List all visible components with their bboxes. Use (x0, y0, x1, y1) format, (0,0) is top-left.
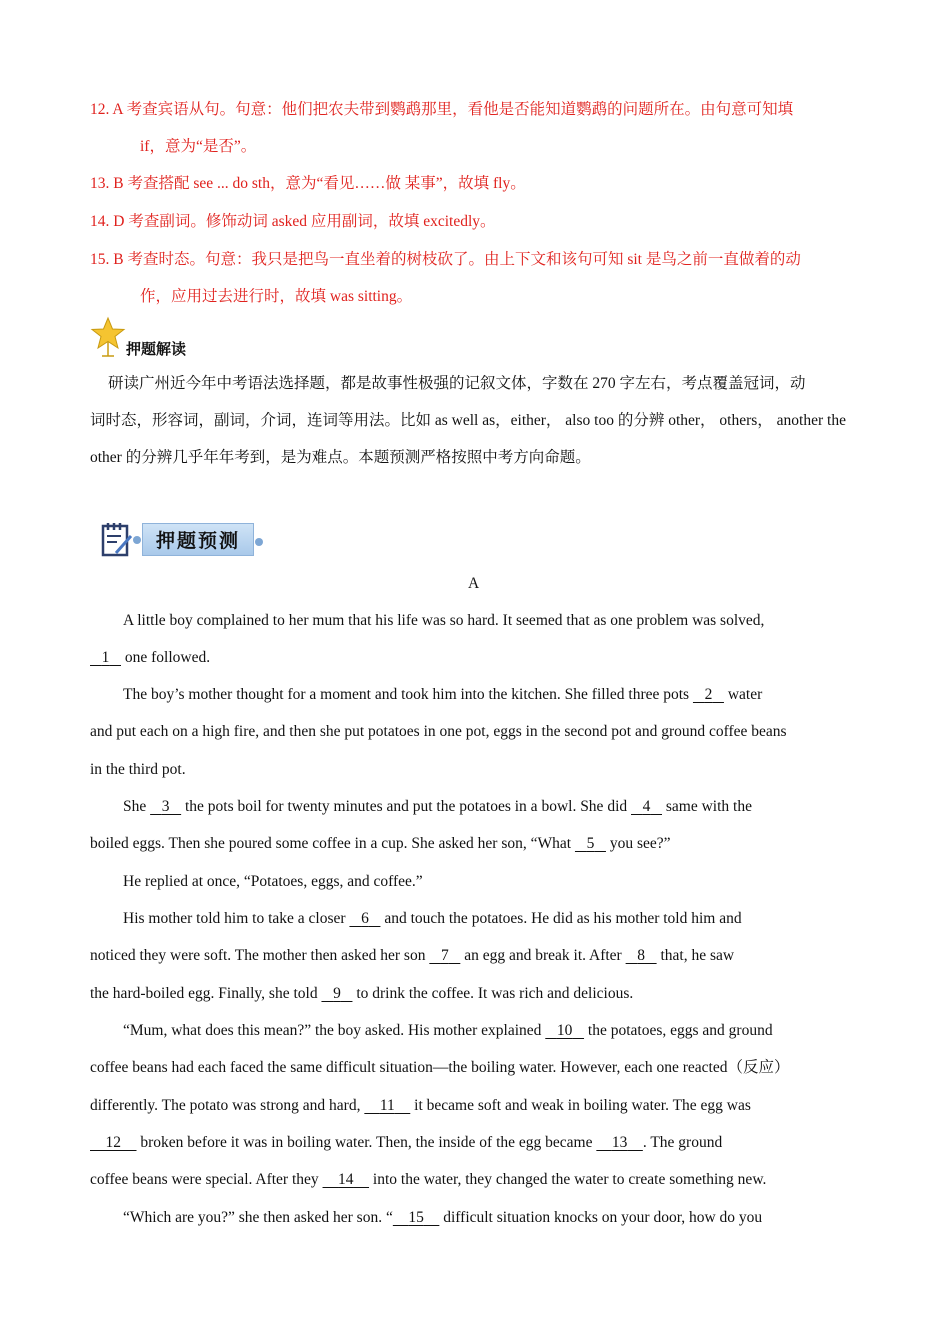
passage-line-11: the hard-boiled egg. Finally, she told 9 to drink the coffee. It was rich and delicious. (90, 985, 634, 1002)
blank-14: 14 (338, 1171, 354, 1188)
blank-8: 8 (637, 947, 645, 964)
blank-6: 6 (361, 910, 369, 927)
passage-line-14: differently. The potato was strong and hard, 11 it became soft and weak in boiling water. The egg was (90, 1097, 751, 1114)
prediction-title: 押题预测 (155, 530, 240, 552)
blank-4: 4 (642, 798, 651, 815)
blank-9: 9 (333, 985, 341, 1002)
blank-12: 12 (105, 1134, 121, 1151)
passage-line-1: A little boy complained to her mum that his life was so hard. It seemed that as one problem was solved, (123, 612, 765, 629)
passage-line-12: “Mum, what does this mean?” the boy asked. His mother explained 10 the potatoes, eggs and ground (123, 1022, 773, 1039)
interpretation-line2: 词时态，形容词，副词，介词，连词等用法。比如 as well as，either， also too 的分辨 other， others， another the (90, 412, 846, 429)
passage-label: A (468, 575, 480, 592)
passage-line-10: noticed they were soft. The mother then asked her son 7 an egg and break it. After 8 that, he saw (90, 947, 735, 964)
answer-13: 13. B 考查搭配 see ... do sth，意为“看见……做 某事”，故填 fly。 (90, 175, 526, 192)
star-icon (90, 316, 126, 358)
blank-11: 11 (379, 1097, 395, 1114)
passage-line-5: in the third pot. (90, 761, 186, 778)
interpretation-title: 押题解读 (126, 340, 187, 358)
passage-line-13: coffee beans had each faced the same difficult situation—the boiling water. However, each one reacted（反应） (90, 1059, 790, 1076)
notebook-pen-icon (100, 521, 136, 559)
passage-line-8: He replied at once, “Potatoes, eggs, and coffee.” (123, 873, 423, 890)
blank-7: 7 (440, 947, 449, 964)
passage-line-9: His mother told him to take a closer 6 and touch the potatoes. He did as his mother told him and (123, 910, 742, 927)
passage-line-7: boiled eggs. Then she poured some coffee in a cup. She asked her son, “What 5 you see?” (90, 835, 671, 852)
prediction-banner (142, 523, 254, 556)
blank-1: 1 (101, 649, 110, 666)
passage-line-17: “Which are you?” she then asked her son. “ 15 difficult situation knocks on your door, how do you (123, 1209, 763, 1226)
interpretation-line3: other 的分辨几乎年年考到，是为难点。本题预测严格按照中考方向命题。 (90, 449, 591, 466)
answer-15-line1: 15. B 考查时态。句意：我只是把鸟一直坐着的树枝砍了。由上下文和该句可知 sit 是鸟之前一直做着的动 (90, 251, 801, 268)
answer-14: 14. D 考查副词。修饰动词 asked 应用副词，故填 excitedly。 (90, 213, 496, 230)
blank-10: 10 (556, 1022, 573, 1039)
passage-line-3: The boy’s mother thought for a moment and took him into the kitchen. She filled three pots 2 water (123, 686, 763, 703)
decor-dot-left (133, 536, 141, 544)
blank-3: 3 (161, 798, 170, 815)
answer-15-line2: 作，应用过去进行时，故填 was sitting。 (140, 288, 413, 305)
blank-5: 5 (586, 835, 595, 852)
answer-12-line2: if，意为“是否”。 (140, 138, 257, 155)
blank-13: 13 (611, 1134, 628, 1151)
blank-15: 15 (408, 1209, 424, 1226)
passage-line-6: She 3 the pots boil for twenty minutes and put the potatoes in a bowl. She did 4 same with the (123, 798, 752, 815)
passage-line-2: 1 one followed. (90, 648, 210, 668)
passage-line-15: 12 broken before it was in boiling water. Then, the inside of the egg became 13 . The ground (90, 1133, 722, 1153)
blank-2: 2 (704, 686, 713, 703)
answer-12-line1: 12. A 考查宾语从句。句意：他们把农夫带到鹦鹉那里，看他是否能知道鹦鹉的问题所在。由句意可知填 (90, 101, 794, 118)
decor-dot-right (255, 538, 263, 546)
passage-line-16: coffee beans were special. After they 14 into the water, they changed the water to create something new. (90, 1171, 767, 1188)
interpretation-line1: 研读广州近今年中考语法选择题，都是故事性极强的记叙文体，字数在 270 字左右，考点覆盖冠词，动 (108, 375, 806, 392)
passage-line-4: and put each on a high fire, and then she put potatoes in one pot, eggs in the second pot and ground coffee beans (90, 723, 787, 740)
